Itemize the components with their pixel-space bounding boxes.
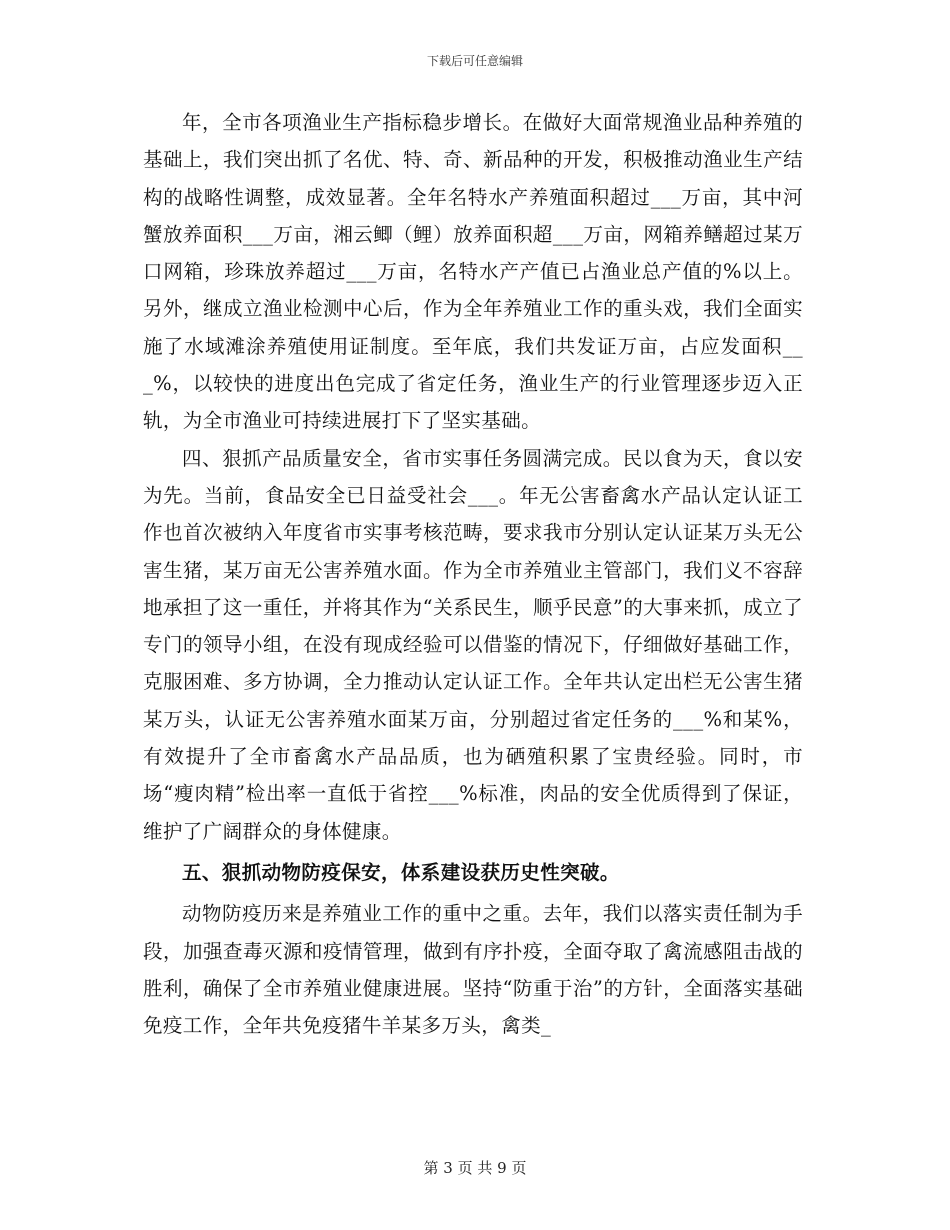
page-number: 第 3 页 共 9 页	[423, 1159, 527, 1177]
paragraph-epidemic-prevention: 动物防疫历来是养殖业工作的重中之重。去年，我们以落实责任制为手段，加强查毒灭源和疫情管理，做到有序扑疫，全面夺取了禽流感阻击战的胜利，确保了全市养殖业健康进展。坚持“防重于治”的方针，全面落实基础免疫工作，全年共免疫猪牛羊某多万头，禽类_	[143, 902, 803, 1038]
document-body	[143, 104, 803, 1044]
paragraph-fishery: 年，全市各项渔业生产指标稳步增长。在做好大面常规渔业品种养殖的基础上，我们突出抓了名优、特、奇、新品种的开发，积极推动渔业生产结构的战略性调整，成效显著。全年名特水产养殖面积超过___万亩，其中河蟹放养面积___万亩，湘云鲫（鲤）放养面积超___万亩，网箱养鳝超过某万口网箱，珍珠放养超过___万亩，名特水产产值已占渔业总产值的%以上。另外，继成立渔业检测中心后，作为全年养殖业工作的重头戏，我们全面实施了水域滩涂养殖使用证制度。至年底，我们共发证万亩，占应发面积___%，以较快的进度出色完成了省定任务，渔业生产的行业管理逐步迈入正轨，为全市渔业可持续进展打下了坚实基础。	[143, 111, 803, 433]
page-header: 下载后可任意编辑	[426, 54, 523, 68]
paragraph-product-quality: 四、狠抓产品质量安全，省市实事任务圆满完成。民以食为天，食以安为先。当前，食品安全已日益受社会___。年无公害畜禽水产品认定认证工作也首次被纳入年度省市实事考核范畴，要求我市分别认定认证某万头无公害生猪，某万亩无公害养殖水面。作为全市养殖业主管部门，我们义不容辞地承担了这一重任，并将其作为“关系民生，顺乎民意”的大事来抓，成立了专门的领导小组，在没有现成经验可以借鉴的情况下，仔细做好基础工作，克服困难、多方协调，全力推动认定认证工作。全年共认定出栏无公害生猪某万头，认证无公害养殖水面某万亩，分别超过省定任务的___%和某%，有效提升了全市畜禽水产品品质，也为硒殖积累了宝贵经验。同时，市场“瘦肉精”检出率一直低于省控___%标准，肉品的安全优质得到了保证，维护了广阔群众的身体健康。	[143, 446, 803, 843]
section-heading-epidemic: 五、狠抓动物防疫保安，体系建设获历史性突破。	[182, 860, 620, 884]
